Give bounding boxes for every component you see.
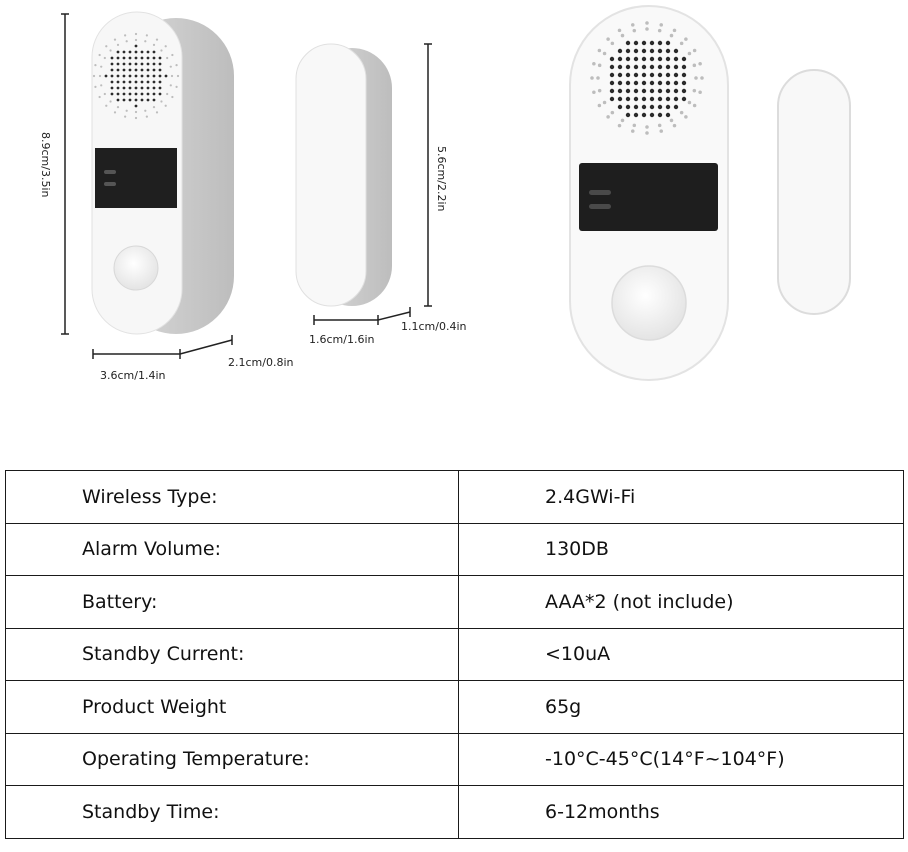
alarm-unit-angled bbox=[92, 12, 234, 334]
dim-alarm-width: 3.6cm/1.4in bbox=[100, 369, 166, 382]
table-row bbox=[6, 523, 904, 576]
spec-value: <10uA bbox=[459, 628, 904, 681]
spec-label: Standby Time: bbox=[6, 786, 459, 839]
table-row bbox=[6, 786, 904, 839]
display-panel bbox=[95, 148, 177, 208]
spec-value: 2.4GWi-Fi bbox=[459, 471, 904, 524]
table-row bbox=[6, 576, 904, 629]
display-panel-front bbox=[579, 163, 718, 231]
table-row bbox=[6, 733, 904, 786]
alarm-button bbox=[114, 246, 158, 290]
speaker-grille bbox=[93, 33, 179, 119]
spec-value: -10°C-45°C(14°F~104°F) bbox=[459, 733, 904, 786]
table-row bbox=[6, 628, 904, 681]
dim-alarm-depth: 2.1cm/0.8in bbox=[228, 356, 294, 369]
table-row bbox=[6, 681, 904, 734]
spec-value: AAA*2 (not include) bbox=[459, 576, 904, 629]
spec-label: Operating Temperature: bbox=[6, 733, 459, 786]
spec-table bbox=[5, 470, 904, 839]
spec-label: Standby Current: bbox=[6, 628, 459, 681]
dim-sensor-depth: 1.1cm/0.4in bbox=[401, 320, 467, 333]
alarm-unit-front bbox=[570, 6, 728, 380]
dim-sensor-height: 5.6cm/2.2in bbox=[435, 146, 448, 212]
spec-value: 6-12months bbox=[459, 786, 904, 839]
spec-label: Wireless Type: bbox=[6, 471, 459, 524]
dim-alarm-height: 8.9cm/3.5in bbox=[39, 132, 52, 198]
spec-label: Product Weight bbox=[6, 681, 459, 734]
alarm-button-front bbox=[612, 266, 686, 340]
dim-sensor-width: 1.6cm/1.6in bbox=[309, 333, 375, 346]
sensor-angled bbox=[296, 44, 392, 306]
spec-label: Alarm Volume: bbox=[6, 523, 459, 576]
spec-value: 130DB bbox=[459, 523, 904, 576]
product-illustration bbox=[0, 0, 908, 400]
sensor-front bbox=[778, 70, 850, 314]
spec-value: 65g bbox=[459, 681, 904, 734]
table-row bbox=[6, 471, 904, 524]
spec-label: Battery: bbox=[6, 576, 459, 629]
